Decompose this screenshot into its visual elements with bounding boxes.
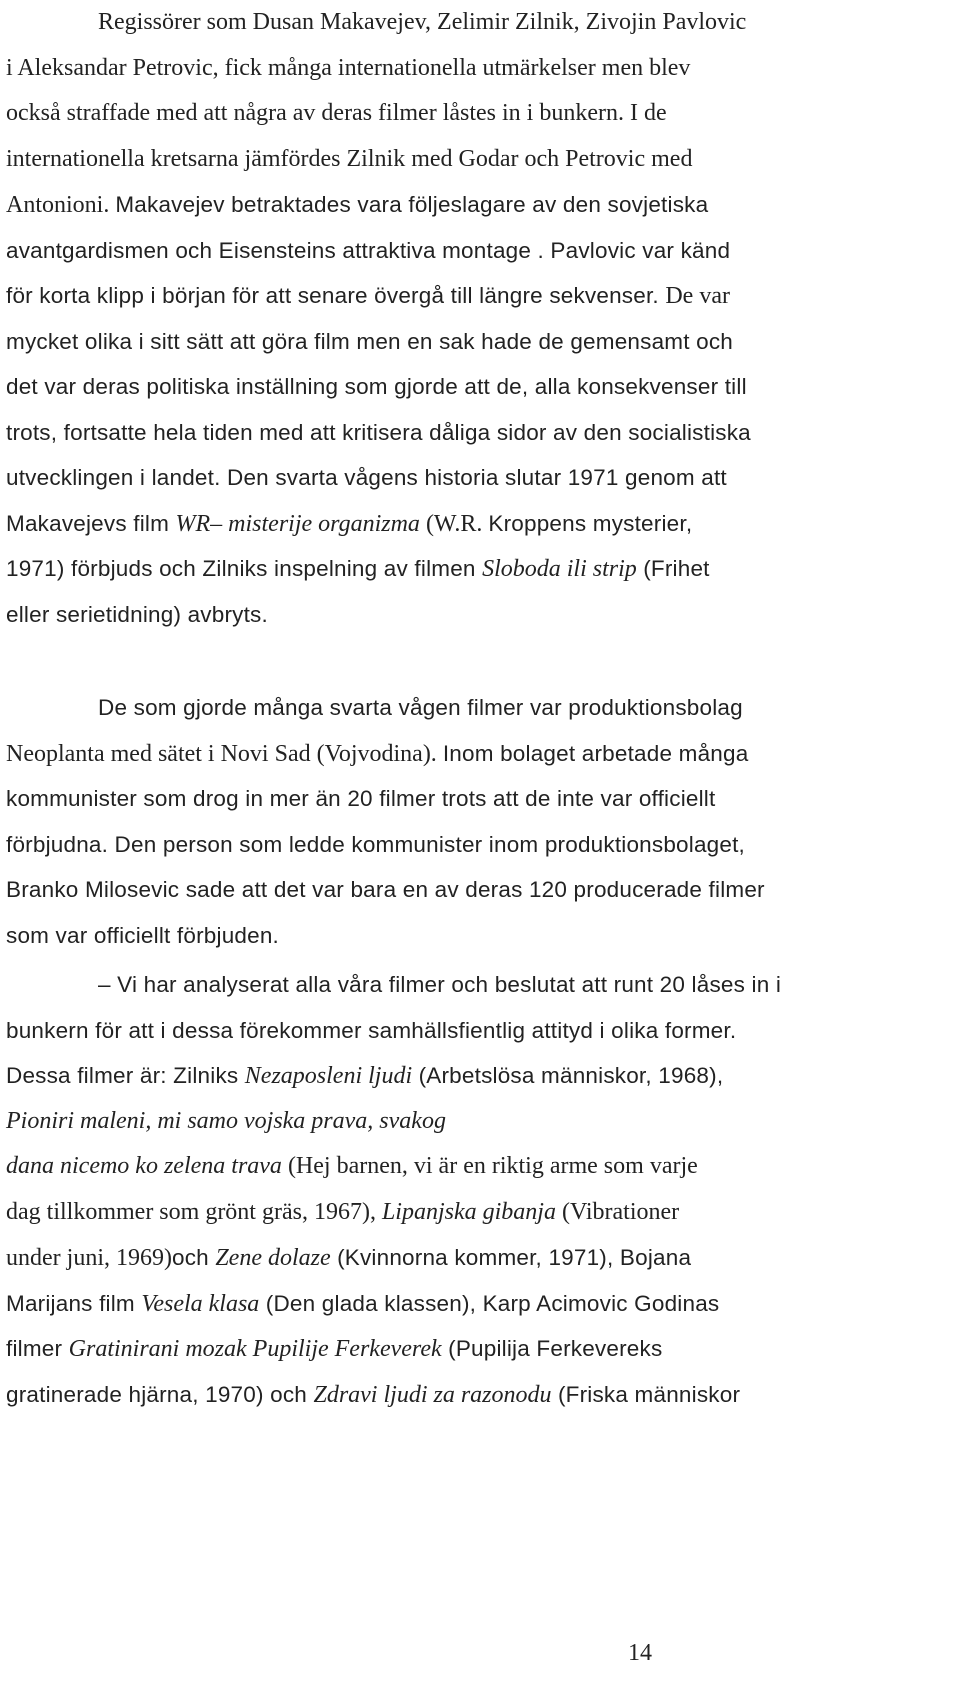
text-segment: De var bbox=[665, 283, 730, 309]
text-segment: mycket olika i sitt sätt att göra film men en sak hade de gemensamt och bbox=[6, 328, 734, 354]
text-segment: (Kvinnorna kommer, 1971), Bojana bbox=[330, 1245, 692, 1270]
text-line bbox=[6, 867, 765, 913]
text-line bbox=[6, 1372, 781, 1418]
text-segment: Makavejev betraktades vara följeslagare av den sovjetiska bbox=[115, 192, 709, 217]
text-line bbox=[6, 1235, 781, 1281]
film-title: Zdravi ljudi za razonodu bbox=[313, 1381, 552, 1408]
text-segment: dag tillkommer som grönt gräs, 1967), bbox=[6, 1198, 382, 1225]
text-segment: avantgardismen och Eisensteins attraktiva montage . Pavlovic var känd bbox=[6, 237, 731, 263]
text-line bbox=[6, 182, 751, 228]
page-number: 14 bbox=[628, 1640, 652, 1666]
text-segment: Den svarta vågens historia slutar 1971 genom att bbox=[227, 465, 727, 490]
text-segment: (Arbetslösa människor, 1968), bbox=[412, 1063, 724, 1088]
film-title: Nezaposleni ljudi bbox=[244, 1063, 413, 1089]
text-line bbox=[6, 1326, 781, 1372]
text-segment: Neoplanta med sätet i Novi Sad (Vojvodina). bbox=[6, 740, 443, 767]
text-segment: det var deras politiska inställning som gjorde att de, alla konsekvenser till bbox=[6, 374, 747, 399]
film-title: Vesela klasa bbox=[141, 1290, 260, 1317]
text-line bbox=[6, 273, 751, 319]
text-segment: som var officiellt förbjuden. bbox=[6, 922, 280, 948]
text-segment: Branko Milosevic sade att det var bara en av deras 120 producerade filmer bbox=[6, 877, 765, 902]
paragraph-1 bbox=[6, 0, 751, 637]
text-line bbox=[6, 685, 765, 731]
text-line bbox=[6, 410, 751, 456]
text-line bbox=[6, 0, 751, 46]
text-line bbox=[6, 501, 751, 547]
text-segment: (W.R. bbox=[419, 510, 489, 537]
text-line bbox=[6, 592, 751, 638]
text-line bbox=[6, 913, 765, 959]
text-segment: internationella kretsarna jämfördes Zilnik med Godar och Petrovic med bbox=[6, 145, 693, 172]
text-segment: (Hej barnen, vi är en riktig arme som varje bbox=[281, 1153, 698, 1179]
text-line bbox=[6, 137, 751, 183]
text-segment: (Den glada klassen), Karp Acimovic Godinas bbox=[259, 1290, 720, 1316]
text-segment: gratinerade hjärna, 1970) och bbox=[6, 1381, 314, 1407]
film-title: Lipanjska gibanja bbox=[381, 1198, 556, 1225]
text-segment: Regissörer som Dusan Makavejev, Zelimir Zilnik, Zivojin Pavlovic bbox=[98, 9, 747, 35]
film-title: Sloboda ili strip bbox=[482, 556, 637, 582]
text-segment: förbjudna. bbox=[6, 831, 115, 857]
text-segment: Kroppens mysterier, bbox=[488, 510, 693, 536]
text-line bbox=[6, 1281, 781, 1327]
text-segment: under juni, 1969) bbox=[6, 1245, 172, 1271]
text-segment: utvecklingen i landet. bbox=[6, 465, 227, 490]
text-segment: i Aleksandar Petrovic, fick många internationella utmärkelser men blev bbox=[6, 54, 691, 81]
text-segment: också straffade med att några av deras filmer låstes in i bunkern. I de bbox=[6, 100, 667, 126]
paragraph-3 bbox=[6, 962, 781, 1417]
text-segment: Inom bolaget arbetade många bbox=[442, 740, 749, 766]
text-line bbox=[6, 962, 781, 1008]
text-segment: eller serietidning) avbryts. bbox=[6, 601, 268, 627]
text-segment: (Friska människor bbox=[551, 1381, 741, 1407]
film-title: dana nicemo ko zelena trava bbox=[6, 1153, 282, 1179]
film-title: Gratinirani mozak Pupilije Ferkeverek bbox=[68, 1336, 442, 1362]
paragraph-2 bbox=[6, 685, 765, 958]
text-segment: kommunister som drog in mer än 20 filmer trots att de inte var officiellt bbox=[6, 786, 716, 811]
text-segment: bunkern för att i dessa förekommer samhällsfientlig attityd i olika former. bbox=[6, 1017, 737, 1043]
text-segment: 1971) förbjuds och Zilniks inspelning av filmen bbox=[6, 556, 483, 581]
text-line bbox=[6, 364, 751, 410]
text-segment: filmer bbox=[6, 1336, 69, 1361]
text-segment: (Vibrationer bbox=[555, 1198, 680, 1225]
film-title: WR– misterije organizma bbox=[175, 510, 420, 537]
text-segment: för korta klipp i början för att senare övergå till längre sekvenser. bbox=[6, 283, 666, 308]
text-line bbox=[6, 1053, 781, 1099]
text-segment: och bbox=[171, 1245, 216, 1270]
text-segment: Marijans film bbox=[6, 1290, 142, 1316]
text-line bbox=[6, 822, 765, 868]
text-line bbox=[6, 546, 751, 592]
text-line bbox=[6, 1190, 781, 1236]
text-segment: (Pupilija Ferkevereks bbox=[441, 1336, 663, 1361]
text-segment: De som gjorde många svarta vågen filmer var produktionsbolag bbox=[98, 695, 743, 720]
film-title: Pioniri maleni, mi samo vojska prava, svakog bbox=[6, 1107, 446, 1134]
text-segment: (Frihet bbox=[636, 556, 710, 581]
text-line bbox=[6, 91, 751, 137]
text-line bbox=[6, 1144, 781, 1190]
text-line bbox=[6, 731, 765, 777]
text-line bbox=[6, 46, 751, 92]
text-segment: trots, fortsatte hela tiden med att kritisera dåliga sidor av den socialistiska bbox=[6, 419, 751, 445]
text-line bbox=[6, 1008, 781, 1054]
text-line bbox=[6, 776, 765, 822]
text-segment: Antonioni. bbox=[6, 192, 116, 218]
text-segment: Dessa filmer är: Zilniks bbox=[6, 1063, 245, 1088]
text-line bbox=[6, 228, 751, 274]
text-line bbox=[6, 319, 751, 365]
text-segment: Den person som ledde kommunister inom produktionsbolaget, bbox=[114, 831, 746, 857]
text-segment: – Vi har analyserat alla våra filmer och beslutat att runt 20 låses in i bbox=[98, 972, 782, 997]
film-title: Zene dolaze bbox=[215, 1245, 331, 1271]
text-segment: Makavejevs film bbox=[6, 510, 176, 536]
text-line bbox=[6, 1099, 781, 1145]
text-line bbox=[6, 455, 751, 501]
